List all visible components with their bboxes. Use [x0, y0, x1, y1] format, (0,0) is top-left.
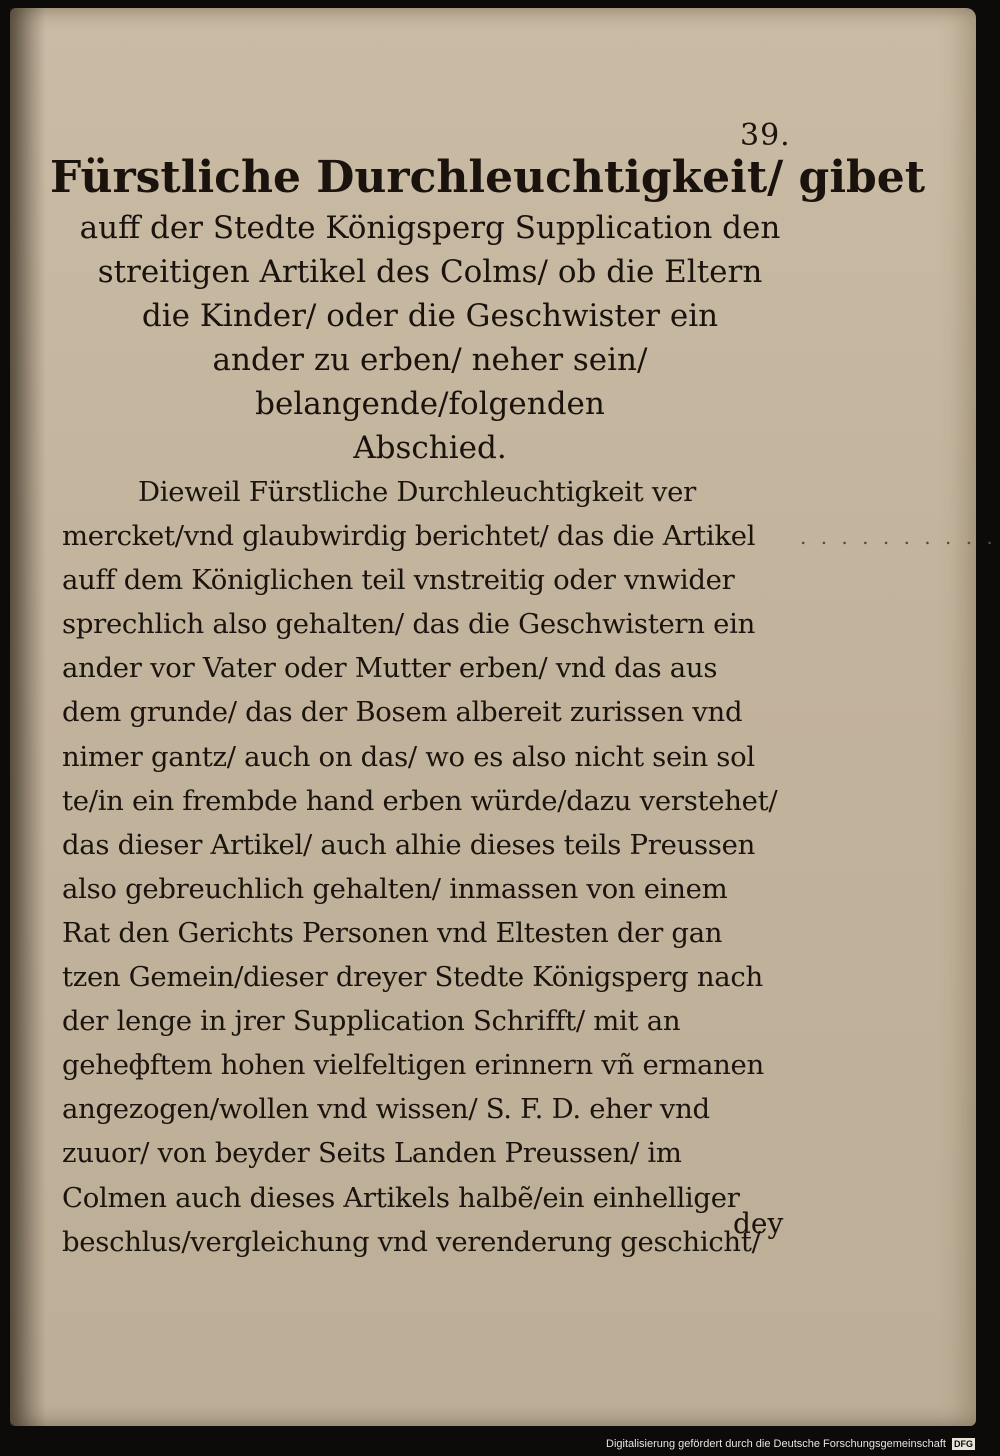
- heading-line: ander zu erben/ neher sein/: [212, 342, 648, 378]
- body-line: Rat den Gerichts Personen vnd Eltesten der gan: [62, 916, 723, 949]
- section-heading: [50, 150, 926, 470]
- body-line: der lenge in jrer Supplication Schrifft/ mit an: [62, 1005, 681, 1038]
- heading-line: streitigen Artikel des Colms/ ob die Eltern: [97, 254, 763, 290]
- body-line: te/in ein frembde hand erben würde/dazu verstehet/: [62, 784, 778, 817]
- heading-line: belangende/folgenden: [255, 386, 605, 422]
- heading-line: Abschied.: [353, 430, 507, 466]
- body-line: ander vor Vater oder Mutter erben/ vnd das aus: [62, 652, 718, 685]
- heading-line: die Kinder/ oder die Geschwister ein: [141, 298, 719, 334]
- body-line: geheфftem hohen vielfeltigen erinnern vñ ermanen: [62, 1049, 764, 1082]
- body-line: mercket/vnd glaubwirdig berichtet/ das die Artikel: [62, 520, 756, 553]
- body-line: sprechlich also gehalten/ das die Geschwistern ein: [62, 608, 756, 641]
- body-line: Colmen auch dieses Artikels halbẽ/ein einhelliger: [62, 1181, 740, 1214]
- heading-line: auff der Stedte Königsperg Supplication den: [79, 210, 781, 246]
- body-line: nimer gantz/ auch on das/ wo es also nicht sein sol: [62, 740, 755, 773]
- credit-text: Digitalisierung gefördert durch die Deutsche Forschungsgemeinschaft: [606, 1438, 946, 1450]
- page-gutter-shadow: [10, 8, 46, 1426]
- body-line: tzen Gemein/dieser dreyer Stedte Königsperg nach: [62, 961, 763, 994]
- body-line: beschlus/vergleichung vnd verenderung geschicht/: [62, 1225, 761, 1258]
- body-line: Dieweil Fürstliche Durchleuchtigkeit ver: [138, 476, 696, 508]
- heading-line: Fürstliche Durchleuchtigkeit/ gibet: [50, 152, 926, 203]
- leader-dots: . . . . . . . . . .: [800, 525, 997, 549]
- body-line: also gebreuchlich gehalten/ inmassen von einem: [62, 872, 728, 905]
- dfg-logo: DFG: [954, 1439, 974, 1450]
- body-line: das dieser Artikel/ auch alhie dieses teils Preussen: [62, 828, 755, 861]
- catchword: dey: [733, 1207, 784, 1240]
- body-line: angezogen/wollen vnd wissen/ S. F. D. eher vnd: [62, 1093, 710, 1126]
- digitization-credit: [606, 1434, 975, 1454]
- body-line: dem grunde/ das der Bosem albereit zurissen vnd: [62, 696, 743, 729]
- body-paragraph: [62, 470, 802, 1264]
- body-line: auff dem Königlichen teil vnstreitig oder vnwider: [62, 564, 735, 597]
- page-number: 39.: [740, 118, 791, 153]
- body-line: zuuor/ von beyder Seits Landen Preussen/ im: [62, 1137, 682, 1170]
